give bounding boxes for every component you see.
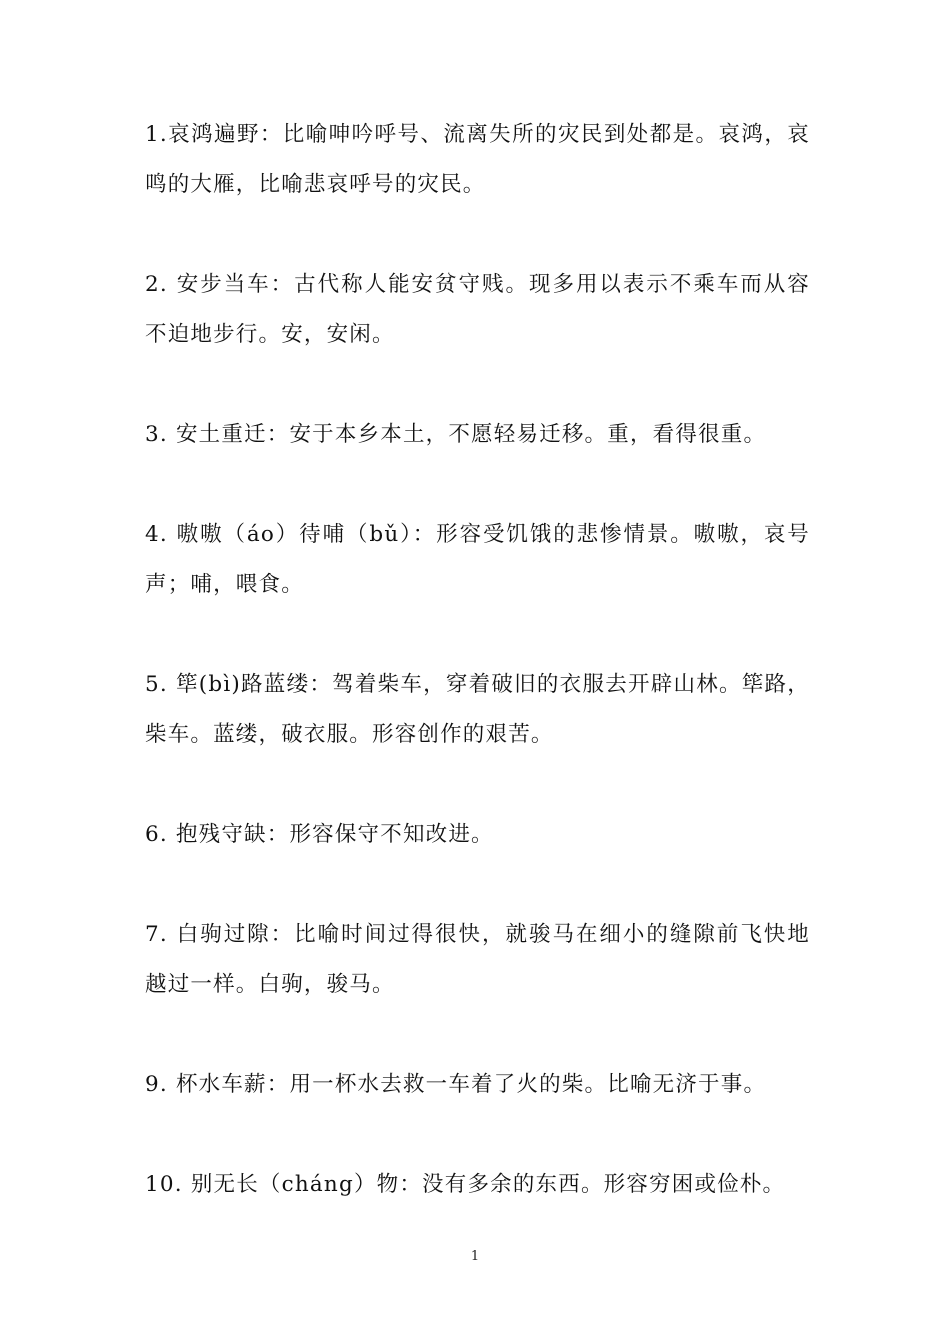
idiom-entry: 6. 抱残守缺：形容保守不知改进。	[145, 822, 494, 847]
idiom-entry-list	[145, 110, 810, 1260]
idiom-entry: 5. 筚(bì)路蓝缕：驾着柴车，穿着破旧的衣服去开辟山林。筚路，柴车。蓝缕，破衣服。形容创作的艰苦。	[145, 672, 810, 747]
idiom-entry: 3. 安土重迁：安于本乡本土，不愿轻易迁移。重，看得很重。	[145, 422, 767, 447]
idiom-entry: 4. 嗷嗷（áo）待哺（bǔ）：形容受饥饿的悲惨情景。嗷嗷，哀号声；哺，喂食。	[145, 522, 810, 597]
idiom-entry: 10. 别无长（cháng）物：没有多余的东西。形容穷困或俭朴。	[145, 1172, 786, 1197]
page-number: 1	[470, 1249, 480, 1264]
idiom-entry: 7. 白驹过隙：比喻时间过得很快，就骏马在细小的缝隙前飞快地越过一样。白驹，骏马。	[145, 922, 810, 997]
idiom-entry: 2. 安步当车：古代称人能安贫守贱。现多用以表示不乘车而从容不迫地步行。安，安闲。	[145, 272, 810, 347]
idiom-entry: 1.哀鸿遍野：比喻呻吟呼号、流离失所的灾民到处都是。哀鸿，哀鸣的大雁，比喻悲哀呼号的灾民。	[145, 122, 810, 197]
idiom-entry: 9. 杯水车薪：用一杯水去救一车着了火的柴。比喻无济于事。	[145, 1072, 767, 1097]
